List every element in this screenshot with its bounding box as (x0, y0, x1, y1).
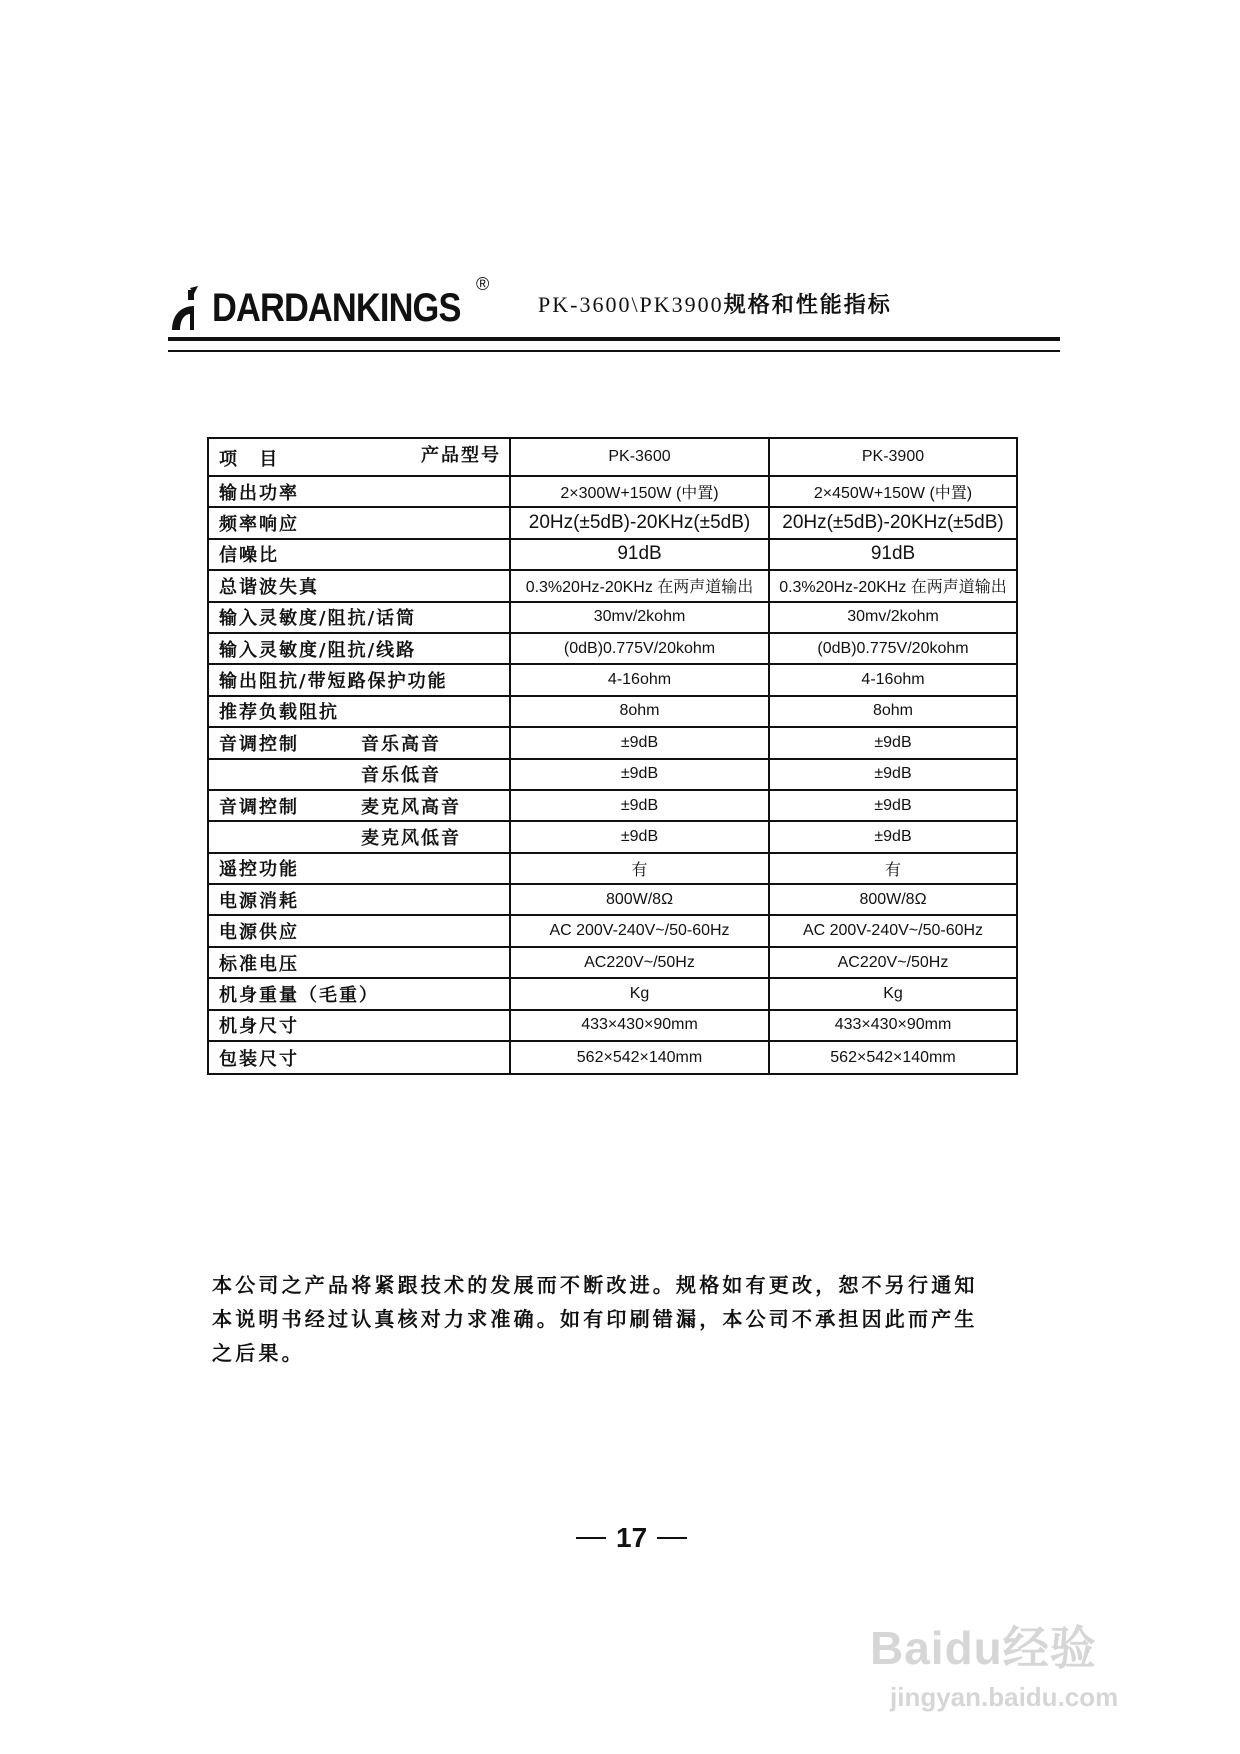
table-row (209, 477, 1016, 508)
header-model-2: PK-3900 (861, 448, 925, 465)
notice-line: 本公司之产品将紧跟技术的发展而不断改进。规格如有更改，恕不另行通知 (212, 1273, 978, 1297)
row-value-2: ±9dB (874, 796, 912, 814)
row-value-1: 30mv/2kohm (511, 603, 770, 632)
row-value-1: ±9dB (511, 791, 770, 820)
row-value-2: 8ohm (872, 702, 914, 720)
dash-left (576, 1537, 606, 1539)
row-label-sub: 麦克风低音 (361, 827, 461, 849)
table-row (209, 634, 1016, 665)
table-row (209, 760, 1016, 791)
page-number-value: 17 (616, 1522, 648, 1553)
dash-right (657, 1537, 687, 1539)
header-label-cell (209, 439, 511, 475)
row-label: 输入灵敏度/阻抗/话筒 (209, 603, 511, 632)
row-value-1: 91dB (511, 540, 770, 569)
row-value-2: Kg (883, 984, 903, 1002)
table-row (209, 728, 1016, 759)
row-value-1: 2×300W+150W (中置) (511, 477, 770, 506)
row-value-2: 4-16ohm (861, 671, 925, 689)
table-row (209, 697, 1016, 728)
row-value-2: ±9dB (874, 765, 912, 783)
row-label-sub: 音乐低音 (361, 765, 441, 787)
notice-line: 之后果。 (212, 1341, 305, 1365)
row-label (209, 791, 511, 820)
row-label-main: 音调控制 (219, 733, 299, 755)
row-value-1: AC 200V-240V~/50-60Hz (511, 916, 770, 945)
row-value-2: ±9dB (874, 827, 912, 845)
row-label-sub: 音乐高音 (361, 733, 441, 755)
title-models: PK-3600\PK3900 (538, 292, 724, 317)
row-label: 频率响应 (209, 508, 511, 537)
table-header-row (209, 439, 1016, 477)
row-value-1: 562×542×140mm (511, 1042, 770, 1073)
row-value-2: 562×542×140mm (830, 1048, 956, 1066)
row-label-sub: 麦克风高音 (361, 796, 461, 818)
table-row (209, 571, 1016, 602)
header-rule-thin (168, 350, 1060, 352)
brand-name: DARDANKINGS (212, 286, 461, 330)
row-value-1: 8ohm (511, 697, 770, 726)
row-label: 信噪比 (209, 540, 511, 569)
notice-text (212, 1268, 1032, 1370)
row-value-2: 91dB (870, 543, 916, 565)
row-value-1: ±9dB (511, 728, 770, 757)
table-row (209, 665, 1016, 696)
row-label: 遥控功能 (209, 854, 511, 883)
table-row (209, 948, 1016, 979)
row-label: 输出功率 (209, 477, 511, 506)
header-model-1: PK-3600 (511, 439, 770, 475)
table-row (209, 854, 1016, 885)
table-row (209, 603, 1016, 634)
row-value-1: Kg (511, 979, 770, 1008)
row-label: 包装尺寸 (209, 1042, 511, 1073)
row-value-2: 30mv/2kohm (847, 608, 939, 626)
row-value-1: (0dB)0.775V/20kohm (511, 634, 770, 663)
header-rule-thick (168, 337, 1060, 341)
row-label (209, 728, 511, 757)
header-item-label: 项 目 (219, 449, 286, 470)
header-model-label: 产品型号 (421, 445, 501, 466)
table-row (209, 885, 1016, 916)
row-value-2: 433×430×90mm (834, 1016, 952, 1034)
row-value-2: 有 (884, 861, 901, 879)
row-value-1: ±9dB (511, 822, 770, 851)
table-row (209, 540, 1016, 571)
page-title (538, 290, 892, 321)
row-label (209, 822, 511, 851)
row-label: 电源消耗 (209, 885, 511, 914)
row-value-2: 0.3%20Hz-20KHz 在两声道输出 (779, 579, 1007, 597)
row-label: 标准电压 (209, 948, 511, 977)
watermark-logo: Baidu经验 (870, 1622, 1097, 1674)
dk-logo-icon (168, 286, 208, 330)
table-row (209, 822, 1016, 853)
row-value-2: 20Hz(±5dB)-20KHz(±5dB) (782, 512, 1004, 534)
table-row (209, 1042, 1016, 1073)
table-row (209, 916, 1016, 947)
row-label: 机身尺寸 (209, 1011, 511, 1040)
row-label (209, 760, 511, 789)
table-row (209, 979, 1016, 1010)
row-label: 电源供应 (209, 916, 511, 945)
table-row (209, 1011, 1016, 1042)
row-label: 机身重量（毛重） (209, 979, 511, 1008)
row-value-2: 2×450W+150W (中置) (813, 485, 973, 503)
row-value-1: 4-16ohm (511, 665, 770, 694)
watermark-site: jingyan.baidu.com (890, 1682, 1119, 1712)
row-value-2: (0dB)0.775V/20kohm (817, 639, 969, 657)
row-value-2: AC220V~/50Hz (837, 953, 949, 971)
row-value-2: AC 200V-240V~/50-60Hz (802, 922, 984, 940)
row-value-1: 有 (511, 854, 770, 883)
row-label: 输入灵敏度/阻抗/线路 (209, 634, 511, 663)
page-number (566, 1522, 697, 1554)
title-cn: 规格和性能指标 (723, 293, 892, 318)
row-label-main: 音调控制 (219, 796, 299, 818)
table-row (209, 791, 1016, 822)
row-label: 推荐负载阻抗 (209, 697, 511, 726)
row-value-1: 800W/8Ω (511, 885, 770, 914)
row-value-1: 0.3%20Hz-20KHz 在两声道输出 (511, 571, 770, 600)
spec-table (207, 437, 1018, 1075)
brand-logo (168, 280, 501, 330)
row-value-1: AC220V~/50Hz (511, 948, 770, 977)
baidu-watermark (870, 1612, 1170, 1732)
row-label: 总谐波失真 (209, 571, 511, 600)
row-value-1: 20Hz(±5dB)-20KHz(±5dB) (511, 508, 770, 537)
table-row (209, 508, 1016, 539)
row-value-2: 800W/8Ω (859, 890, 927, 908)
registered-mark: ® (476, 274, 490, 294)
notice-line: 本说明书经过认真核对力求准确。如有印刷错漏，本公司不承担因此而产生 (212, 1307, 978, 1331)
row-value-1: ±9dB (511, 760, 770, 789)
row-value-1: 433×430×90mm (511, 1011, 770, 1040)
row-label: 输出阻抗/带短路保护功能 (209, 665, 511, 694)
row-value-2: ±9dB (874, 733, 912, 751)
